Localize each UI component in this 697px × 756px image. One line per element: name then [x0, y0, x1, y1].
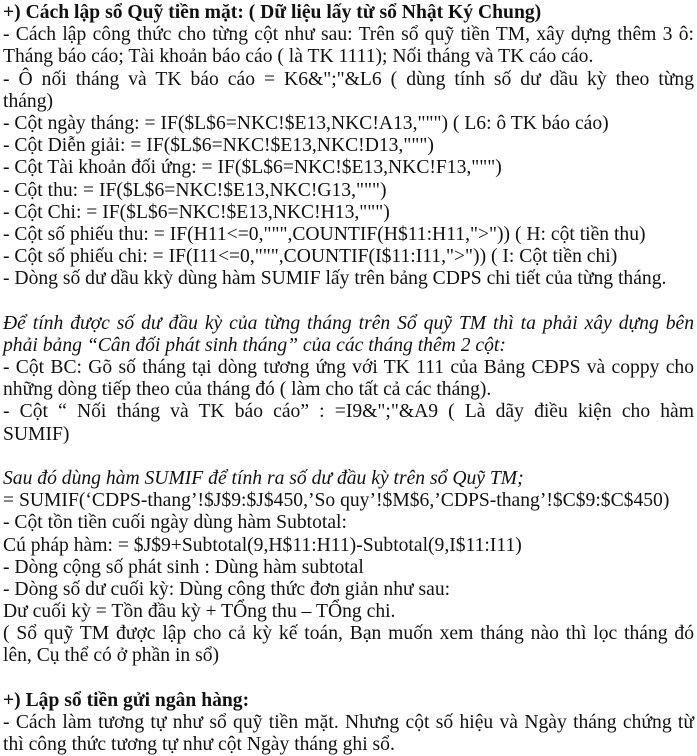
formula-line: - Cột số phiếu thu: = IF(H11<=0,""",COUNTIF(H$11:H11,">")) ( H: cột tiền thu) — [3, 223, 646, 245]
italic-note-line: phải bảng “Cân đối phát sinh tháng” của các tháng thêm 2 cột: — [3, 334, 506, 356]
text-line: tháng) — [3, 90, 54, 112]
text-line: thì công thức tương tự như cột Ngày tháng ghi sổ. — [3, 734, 395, 756]
text-line: Tháng báo cáo; Tài khoản báo cáo ( là TK 1111); Nối tháng và TK cáo cáo. — [3, 46, 594, 68]
text-line: - Cột “ Nối tháng và TK báo cáo” : =I9&";"&A9 ( Là dãy điều kiện cho hàm — [3, 401, 694, 423]
spacer — [3, 290, 694, 312]
formula-line: - Cột ngày tháng: = IF($L$6=NKC!$E13,NKC!A13,""") ( L6: ô TK báo cáo) — [3, 112, 609, 134]
text-line: - Dòng số dư dầu kkỳ dùng hàm SUMIF lấy trên bảng CDPS chi tiết của từng tháng. — [3, 268, 667, 290]
formula-line: - Cột Tài khoản đối ứng: = IF($L$6=NKC!$E13,NKC!F13,""") — [3, 157, 502, 179]
text-line: - Ô nối tháng và TK báo cáo = K6&";"&L6 ( dùng tính số dư dầu kỳ theo từng — [3, 68, 694, 90]
italic-note-line: Sau đó dùng hàm SUMIF để tính ra số dư đầu kỳ trên sổ Quỹ TM; — [3, 467, 524, 489]
formula-line: = SUMIF(‘CDPS-thang’!$J$9:$J$450,’So quy’!$M$6,’CDPS-thang’!$C$9:$C$450) — [3, 490, 670, 512]
text-line: - Dòng cộng số phát sinh : Dùng hàm subtotal — [3, 556, 364, 578]
section-title-bank-book: +) Lập sổ tiền gửi ngân hàng: — [3, 689, 250, 711]
formula-line: Cú pháp hàm: = $J$9+Subtotal(9,H$11:H11)-Subtotal(9,I$11:I11) — [3, 534, 522, 556]
formula-line: - Cột Chi: = IF($L$6=NKC!$E13,NKC!H13,""") — [3, 201, 390, 223]
formula-line: - Cột Diễn giải: = IF($L$6=NKC!$E13,NKC!D13,""") — [3, 135, 434, 157]
text-line: - Cột tồn tiền cuối ngày dùng hàm Subtotal: — [3, 512, 347, 534]
text-line: ( Sổ quỹ TM được lập cho cả kỳ kế toán, Bạn muốn xem tháng nào thì lọc tháng đó — [3, 623, 694, 645]
text-line: - Cách lập công thức cho từng cột như sau: Trên sổ quỹ tiền TM, xây dựng thêm 3 ô: — [3, 24, 694, 46]
text-line: lên, Cụ thể có ở phần in sổ) — [3, 645, 220, 667]
italic-note-line: Để tính được số dư đầu kỳ của từng tháng trên Sổ quỹ TM thì ta phải xây dựng bên — [3, 312, 694, 334]
spacer — [3, 446, 694, 468]
formula-line: - Cột thu: = IF($L$6=NKC!$E13,NKC!G13,""") — [3, 179, 387, 201]
section-title-cash-book: +) Cách lập sổ Quỹ tiền mặt: ( Dữ liệu lấy từ sổ Nhật Ký Chung) — [3, 2, 542, 23]
text-line: những dòng tiếp theo của tháng đó ( làm cho tất cả các tháng). — [3, 379, 492, 401]
text-line: - Cách làm tương tự như sổ quỹ tiền mặt. Nhưng cột số hiệu và Ngày tháng chứng từ — [3, 712, 694, 733]
text-line: SUMIF) — [3, 423, 70, 445]
text-line: - Cột BC: Gõ số tháng tại dòng tương ứng với TK 111 của Bảng CĐPS và coppy cho — [3, 357, 694, 378]
text-line: Dư cuối kỳ = Tồn đầu kỳ + TỔng thu – TỔng chi. — [3, 601, 396, 623]
text-line: - Dòng số dư cuối kỳ: Dùng công thức đơn giản như sau: — [3, 578, 451, 600]
formula-line: - Cột số phiếu chi: = IF(I11<=0,""",COUNTIF(I$11:I11,">")) ( I: Cột tiền chi) — [3, 246, 618, 268]
spacer — [3, 668, 694, 690]
